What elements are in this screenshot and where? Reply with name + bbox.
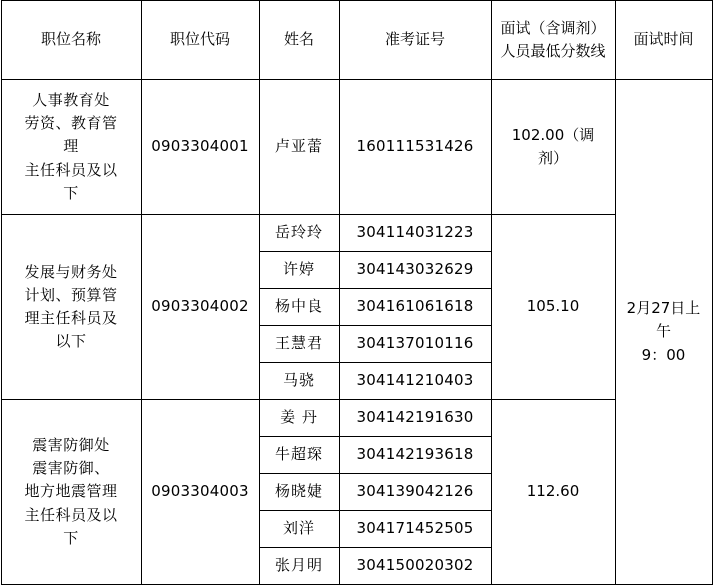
cell-position-name: [1, 400, 141, 585]
header-position-code: 职位代码: [141, 1, 259, 80]
table-header: [1, 1, 712, 80]
table-row: [1, 400, 712, 437]
header-candidate-name: 姓名: [259, 1, 339, 80]
cell-candidate-name: 卢亚蕾: [259, 80, 339, 215]
position-line: 主任科员及以: [24, 160, 118, 179]
position-line: 下: [63, 528, 79, 547]
cell-ticket-number: 304137010116: [339, 326, 491, 363]
position-line: 震害防御处: [32, 435, 110, 454]
interview-time-line: 午: [655, 322, 671, 341]
interview-score-table: [1, 0, 713, 585]
cell-ticket-number: 304171452505: [339, 511, 491, 548]
position-line: 劳资、教育管: [24, 114, 118, 133]
cell-candidate-name: 张月明: [259, 548, 339, 585]
position-line: 理: [63, 137, 79, 156]
position-line: 以下: [55, 332, 87, 351]
cell-min-score: 112.60: [491, 400, 615, 585]
cell-ticket-number: 304141210403: [339, 363, 491, 400]
cell-ticket-number: 304150020302: [339, 548, 491, 585]
cell-candidate-name: 马骁: [259, 363, 339, 400]
cell-min-score: 105.10: [491, 215, 615, 400]
cell-candidate-name: 杨晓婕: [259, 474, 339, 511]
cell-ticket-number: 160111531426: [339, 80, 491, 215]
cell-interview-time: [615, 80, 712, 585]
score-line: 102.00（调: [511, 125, 595, 144]
position-line: 理主任科员及: [24, 309, 118, 327]
position-line: 发展与财务处: [24, 262, 118, 281]
cell-ticket-number: 304142193618: [339, 437, 491, 474]
cell-ticket-number: 304142191630: [339, 400, 491, 437]
position-line: 人事教育处: [32, 90, 110, 109]
cell-candidate-name: 王慧君: [259, 326, 339, 363]
position-line: 主任科员及以: [24, 505, 118, 524]
cell-position-name: [1, 80, 141, 215]
table-body: [1, 80, 712, 585]
interview-time-line: 2月27日上: [626, 299, 701, 318]
header-ticket-number: 准考证号: [339, 1, 491, 80]
table-header-row: [1, 1, 712, 80]
position-line: 下: [63, 183, 79, 202]
cell-candidate-name: 牛超琛: [259, 437, 339, 474]
cell-candidate-name: 杨中良: [259, 289, 339, 326]
cell-candidate-name: 姜 丹: [259, 400, 339, 437]
cell-candidate-name: 许婷: [259, 252, 339, 289]
position-line: 地方地震管理: [24, 482, 118, 501]
header-position-name: 职位名称: [1, 1, 141, 80]
table-row: [1, 215, 712, 252]
cell-min-score: [491, 80, 615, 215]
interview-time-line: 9：00: [641, 345, 686, 364]
cell-candidate-name: 刘洋: [259, 511, 339, 548]
cell-ticket-number: 304139042126: [339, 474, 491, 511]
cell-position-code: 0903304003: [141, 400, 259, 585]
cell-ticket-number: 304161061618: [339, 289, 491, 326]
table-row: [1, 80, 712, 215]
position-line: 计划、预算管: [24, 285, 118, 304]
cell-position-code: 0903304001: [141, 80, 259, 215]
score-line: 剂）: [537, 149, 568, 167]
cell-position-name: [1, 215, 141, 400]
cell-position-code: 0903304002: [141, 215, 259, 400]
position-line: 震害防御、: [32, 459, 110, 478]
header-interview-time: 面试时间: [615, 1, 712, 80]
cell-candidate-name: 岳玲玲: [259, 215, 339, 252]
cell-ticket-number: 304143032629: [339, 252, 491, 289]
header-min-score: 面试（含调剂）人员最低分数线: [491, 1, 615, 80]
cell-ticket-number: 304114031223: [339, 215, 491, 252]
